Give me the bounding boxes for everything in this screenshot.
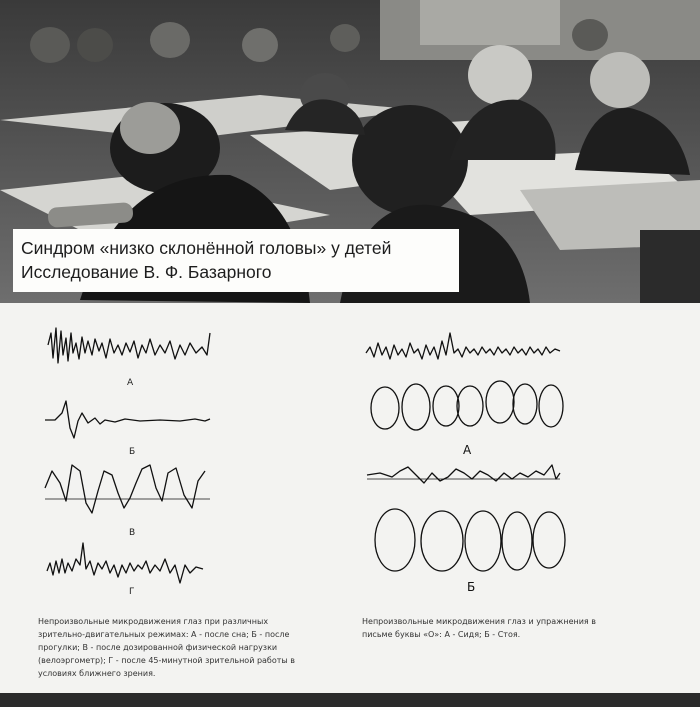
trace-left-d	[47, 543, 203, 583]
caption-line-1: Синдром «низко склонённой головы» у детей	[21, 238, 392, 258]
bottom-bar	[0, 693, 700, 707]
label-left-b: Б	[129, 447, 136, 457]
trace-left-b	[45, 401, 210, 438]
trace-left-c	[45, 465, 205, 513]
label-left-d: Г	[129, 587, 135, 597]
right-note-line: Непроизвольные микродвижения глаз и упражнения в	[362, 617, 597, 626]
photo-caption	[13, 229, 459, 292]
left-note-line: Непроизвольные микродвижения глаз при различных	[38, 617, 269, 626]
left-note-line: (велоэргометр); Г - после 45-минутной зрительной работы в	[38, 656, 295, 665]
label-right-a: А	[463, 443, 472, 457]
trace-right-a	[366, 333, 560, 359]
trace-right-b	[367, 465, 560, 483]
trace-left-a	[48, 328, 210, 363]
left-note-line: зрительно-двигательных режимах: А - после сна; Б - после	[38, 630, 290, 639]
label-left-a: А	[127, 378, 134, 388]
right-figure-note	[362, 615, 662, 641]
label-right-b: Б	[467, 580, 476, 594]
caption-line-2: Исследование В. Ф. Базарного	[21, 262, 272, 282]
right-note-line: письме буквы «О»: А - Сидя; Б - Стоя.	[362, 630, 521, 639]
left-note-line: условиях ближнего зрения.	[38, 669, 156, 678]
label-left-c: В	[129, 528, 136, 538]
left-figure-note	[38, 615, 358, 680]
eye-movement-figure	[0, 303, 700, 693]
left-note-line: прогулки; В - после дозированной физической нагрузки	[38, 643, 278, 652]
